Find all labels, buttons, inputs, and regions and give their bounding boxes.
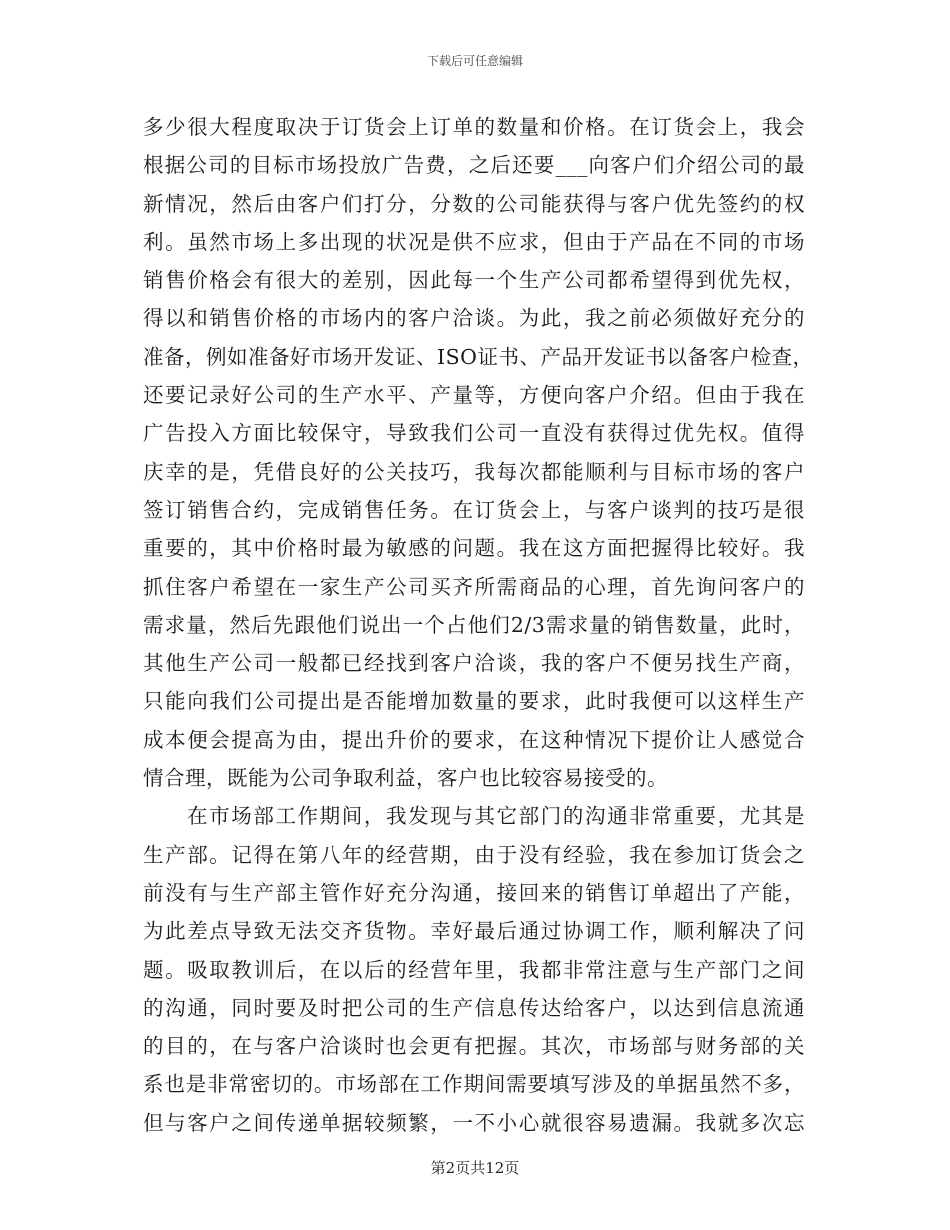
text-line: 题。吸取教训后，在以后的经营年里，我都非常注意与生产部门之间: [143, 957, 805, 982]
text-line: 的目的，在与客户洽谈时也会更有把握。其次，市场部与财务部的关: [143, 1034, 805, 1059]
text-line: 成本便会提高为由，提出升价的要求，在这种情况下提价让人感觉合: [143, 727, 805, 752]
text-line: 得以和销售价格的市场内的客户洽谈。为此，我之前必须做好充分的: [143, 306, 805, 331]
page-header-note: 下载后可任意编辑: [426, 54, 523, 68]
text-line: 但与客户之间传递单据较频繁，一不小心就很容易遗漏。我就多次忘: [143, 1110, 805, 1135]
text-line: 前没有与生产部主管作好充分沟通，接回来的销售订单超出了产能，: [143, 880, 805, 905]
text-line: 在市场部工作期间，我发现与其它部门的沟通非常重要，尤其是: [187, 804, 805, 829]
text-line: 签订销售合约，完成销售任务。在订货会上，与客户谈判的技巧是很: [143, 497, 805, 522]
text-line: 广告投入方面比较保守，导致我们公司一直没有获得过优先权。值得: [143, 421, 805, 446]
text-line: 系也是非常密切的。市场部在工作期间需要填写涉及的单据虽然不多，: [143, 1072, 805, 1097]
text-line: 生产部。记得在第八年的经营期，由于没有经验，我在参加订货会之: [143, 842, 805, 867]
text-line: 庆幸的是，凭借良好的公关技巧，我每次都能顺利与目标市场的客户: [143, 459, 805, 484]
document-body: [143, 108, 814, 1142]
page-number: 第2页共12页: [430, 1159, 520, 1177]
text-line: 为此差点导致无法交齐货物。幸好最后通过协调工作，顺利解决了问: [143, 919, 805, 944]
text-line: 根据公司的目标市场投放广告费，之后还要___向客户们介绍公司的最: [143, 153, 805, 178]
text-line: 新情况，然后由客户们打分，分数的公司能获得与客户优先签约的权: [143, 191, 805, 216]
text-line: 只能向我们公司提出是否能增加数量的要求，此时我便可以这样生产: [143, 689, 805, 714]
text-line: 准备，例如准备好市场开发证、ISO证书、产品开发证书以备客户检查，: [143, 344, 814, 369]
text-line: 的沟通，同时要及时把公司的生产信息传达给客户，以达到信息流通: [143, 995, 805, 1020]
text-line: 重要的，其中价格时最为敏感的问题。我在这方面把握得比较好。我: [143, 536, 805, 561]
paragraph-2: [143, 797, 805, 1142]
paragraph-1: [143, 108, 814, 797]
text-line: 利。虽然市场上多出现的状况是供不应求，但由于产品在不同的市场: [143, 229, 805, 254]
text-line: 多少很大程度取决于订货会上订单的数量和价格。在订货会上，我会: [143, 115, 805, 139]
text-line: 抓住客户希望在一家生产公司买齐所需商品的心理，首先询问客户的: [143, 574, 805, 599]
text-line: 需求量，然后先跟他们说出一个占他们2/3需求量的销售数量，此时，: [143, 612, 805, 637]
text-line: 还要记录好公司的生产水平、产量等，方便向客户介绍。但由于我在: [143, 383, 805, 408]
text-line: 销售价格会有很大的差别，因此每一个生产公司都希望得到优先权，: [143, 268, 805, 293]
text-line: 其他生产公司一般都已经找到客户洽谈，我的客户不便另找生产商，: [143, 651, 805, 676]
text-line: 情合理，既能为公司争取利益，客户也比较容易接受的。: [143, 766, 668, 791]
